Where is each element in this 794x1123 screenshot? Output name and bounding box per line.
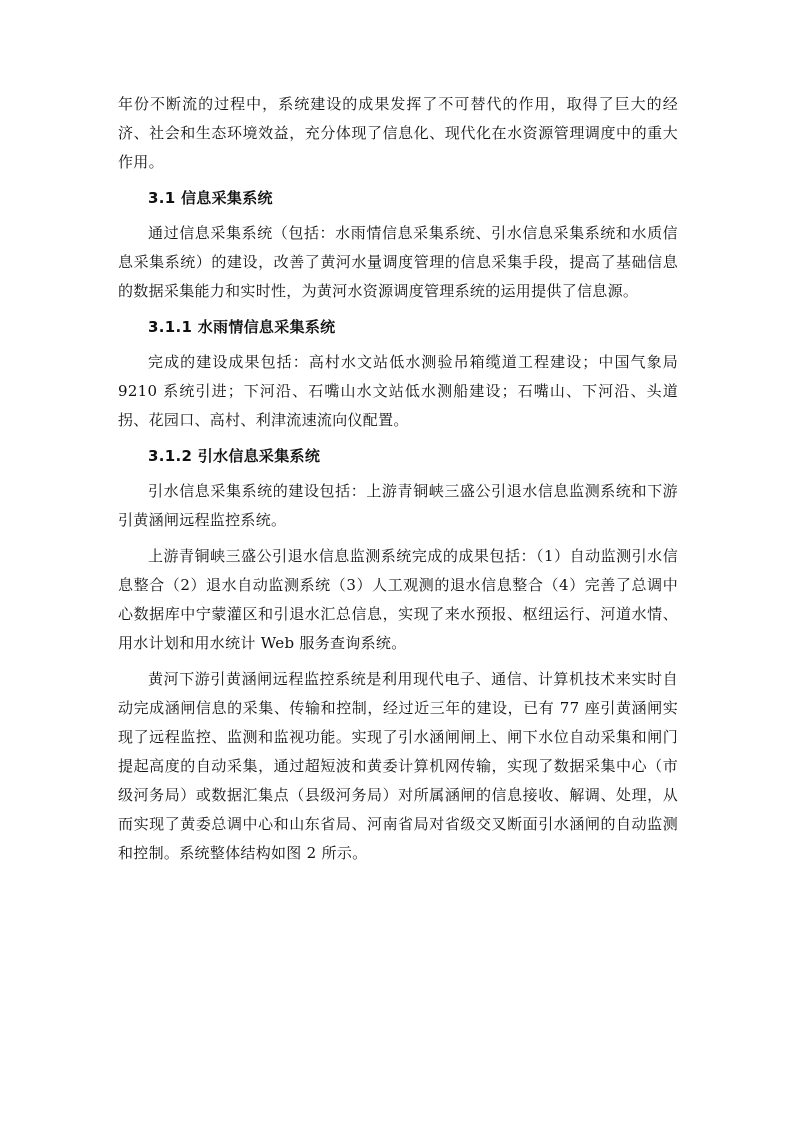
paragraph-upstream-results: 上游青铜峡三盛公引退水信息监测系统完成的成果包括：（1）自动监测引水信息整合（2）退水自动监测系统（3）人工观测的退水信息整合（4）完善了总调中心数据库中宁蒙灌区和引退水汇总信息，实现了来水预报、枢纽运行、河道水情、用水计划和用水统计 Web 服务查询系统。 bbox=[118, 547, 678, 652]
paragraph-continuation: 年份不断流的过程中，系统建设的成果发挥了不可替代的作用，取得了巨大的经济、社会和生态环境效益，充分体现了信息化、现代化在水资源管理调度中的重大作用。 bbox=[118, 95, 678, 171]
section-heading-3-1: 3.1 信息采集系统 bbox=[148, 189, 273, 207]
section-heading-3-1-2: 3.1.2 引水信息采集系统 bbox=[148, 447, 321, 465]
paragraph-hydro-rain: 完成的建设成果包括：高村水文站低水测验吊箱缆道工程建设；中国气象局9210 系统引进；下河沿、石嘴山水文站低水测船建设；石嘴山、下河沿、头道拐、花园口、高村、利津流速流向仪配置。 bbox=[118, 353, 678, 429]
section-heading-3-1-1: 3.1.1 水雨情信息采集系统 bbox=[148, 318, 336, 336]
document-body bbox=[118, 90, 678, 875]
paragraph-info-collection: 通过信息采集系统（包括：水雨情信息采集系统、引水信息采集系统和水质信息采集系统）的建设，改善了黄河水量调度管理的信息采集手段，提高了基础信息的数据采集能力和实时性，为黄河水资源调度管理系统的运用提供了信息源。 bbox=[118, 224, 678, 300]
paragraph-downstream-control: 黄河下游引黄涵闸远程监控系统是利用现代电子、通信、计算机技术来实时自动完成涵闸信息的采集、传输和控制，经过近三年的建设，已有 77 座引黄涵闸实现了远程监控、监测和监视功能。实现了引水涵闸闸上、闸下水位自动采集和闸门提起高度的自动采集，通过超短波和黄委计算机网传输，实现了数据采集中心（市级河务局）或数据汇集点（县级河务局）对所属涵闸的信息接收、解调、处理，从而实现了黄委总调中心和山东省局、河南省局对省级交叉断面引水涵闸的自动监测和控制。系统整体结构如图 2 所示。 bbox=[118, 670, 678, 862]
paragraph-diversion-intro: 引水信息采集系统的建设包括：上游青铜峡三盛公引退水信息监测系统和下游引黄涵闸远程监控系统。 bbox=[118, 482, 678, 529]
